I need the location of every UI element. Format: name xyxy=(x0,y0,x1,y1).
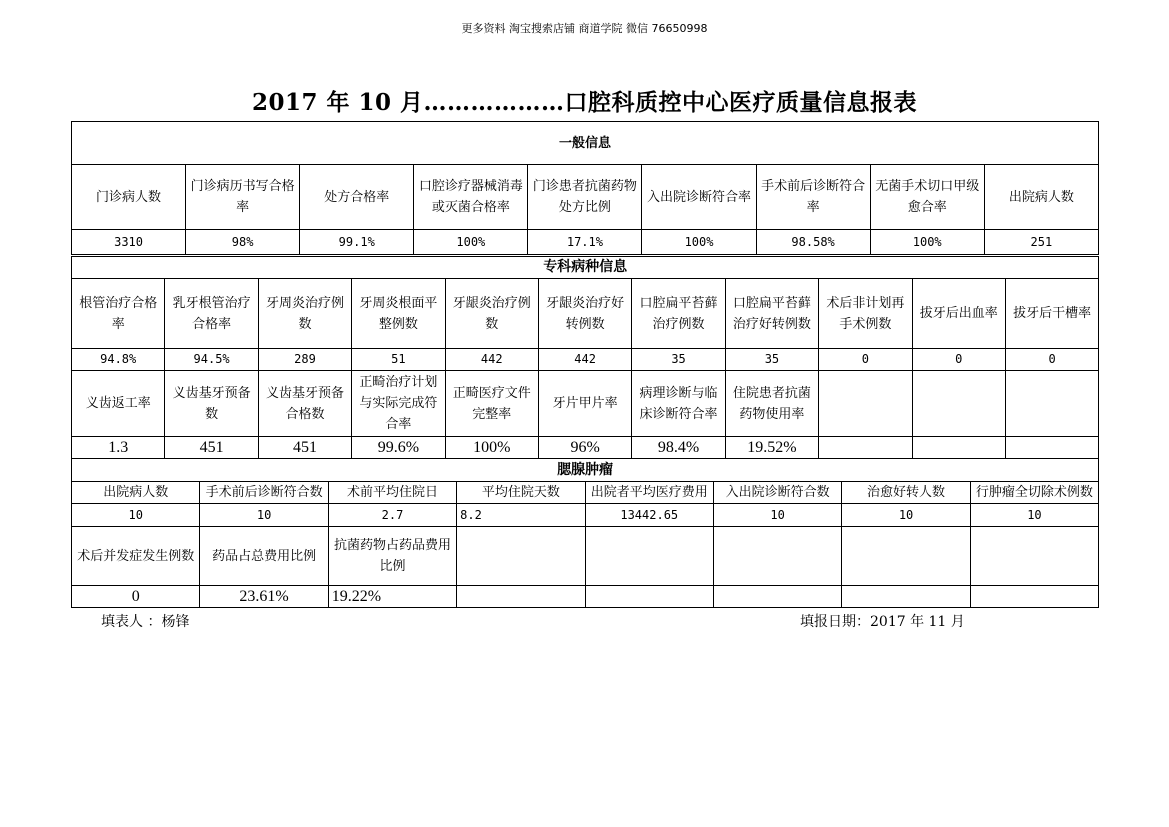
general-value-cell-8: 251 xyxy=(984,230,1098,255)
tumor-value-cell-3: 8.2 xyxy=(457,504,585,527)
general-value-row xyxy=(72,230,1099,255)
specialty-header-cell-6: 口腔扁平苔藓治疗例数 xyxy=(632,279,725,349)
general-value-cell-1: 98% xyxy=(186,230,300,255)
specialty-value-cell-5: 442 xyxy=(538,349,631,371)
tumor-value-cell-2: 2.7 xyxy=(328,504,456,527)
specialty-header-cell-2-4: 正畸医疗文件完整率 xyxy=(445,371,538,437)
tumor-value-row-2 xyxy=(72,586,1099,608)
tumor-header-cell-2: 术前平均住院日 xyxy=(328,482,456,504)
specialty-header-cell-2-9 xyxy=(912,371,1005,437)
specialty-header-cell-0: 根管治疗合格率 xyxy=(72,279,165,349)
tumor-header-row-2 xyxy=(72,527,1099,586)
tumor-value-cell-6: 10 xyxy=(842,504,970,527)
specialty-value-cell-2-4: 100% xyxy=(445,437,538,459)
specialty-value-cell-3: 51 xyxy=(352,349,445,371)
general-value-cell-5: 100% xyxy=(642,230,756,255)
tumor-value-cell-2-6 xyxy=(842,586,970,608)
tumor-header-cell-2-6 xyxy=(842,527,970,586)
specialty-table xyxy=(71,256,1099,459)
specialty-header-cell-2: 牙周炎治疗例数 xyxy=(258,279,351,349)
tumor-value-cell-4: 13442.65 xyxy=(585,504,713,527)
specialty-value-cell-2-3: 99.6% xyxy=(352,437,445,459)
tumor-header-cell-6: 治愈好转人数 xyxy=(842,482,970,504)
specialty-value-cell-10: 0 xyxy=(1005,349,1098,371)
specialty-value-row-1 xyxy=(72,349,1099,371)
general-header-cell-0: 门诊病人数 xyxy=(72,165,186,230)
specialty-value-cell-2-6: 98.4% xyxy=(632,437,725,459)
general-value-cell-4: 17.1% xyxy=(528,230,642,255)
specialty-header-row-2 xyxy=(72,371,1099,437)
tumor-table xyxy=(71,458,1099,608)
specialty-header-cell-2-6: 病理诊断与临床诊断符合率 xyxy=(632,371,725,437)
specialty-value-cell-2-10 xyxy=(1005,437,1098,459)
tumor-value-cell-7: 10 xyxy=(970,504,1098,527)
specialty-value-cell-0: 94.8% xyxy=(72,349,165,371)
general-header-row xyxy=(72,165,1099,230)
specialty-header-cell-2-10 xyxy=(1005,371,1098,437)
specialty-header-cell-8: 术后非计划再手术例数 xyxy=(819,279,912,349)
specialty-value-cell-2-0: 1.3 xyxy=(72,437,165,459)
specialty-value-cell-4: 442 xyxy=(445,349,538,371)
tumor-value-cell-0: 10 xyxy=(72,504,200,527)
tumor-header-cell-2-5 xyxy=(713,527,841,586)
tumor-header-cell-7: 行肿瘤全切除术例数 xyxy=(970,482,1098,504)
specialty-header-cell-3: 牙周炎根面平整例数 xyxy=(352,279,445,349)
specialty-header-cell-10: 拔牙后干槽率 xyxy=(1005,279,1098,349)
tumor-header-cell-2-0: 术后并发症发生例数 xyxy=(72,527,200,586)
tumor-value-cell-2-0: 0 xyxy=(72,586,200,608)
tumor-heading: 腮腺肿瘤 xyxy=(72,459,1099,482)
tumor-value-cell-2-4 xyxy=(585,586,713,608)
specialty-value-cell-2-1: 451 xyxy=(165,437,258,459)
general-info-table xyxy=(71,121,1099,255)
specialty-header-cell-2-0: 义齿返工率 xyxy=(72,371,165,437)
tumor-header-cell-2-7 xyxy=(970,527,1098,586)
general-header-cell-7: 无菌手术切口甲级愈合率 xyxy=(870,165,984,230)
header-note: 更多资料 淘宝搜索店铺 商道学院 微信 76650998 xyxy=(461,22,708,35)
tumor-value-cell-5: 10 xyxy=(713,504,841,527)
tumor-header-cell-3: 平均住院天数 xyxy=(457,482,585,504)
specialty-value-cell-2-7: 19.52% xyxy=(725,437,818,459)
specialty-value-cell-2-2: 451 xyxy=(258,437,351,459)
tumor-header-cell-2-3 xyxy=(457,527,585,586)
specialty-value-cell-2-5: 96% xyxy=(538,437,631,459)
tumor-header-row-1 xyxy=(72,482,1099,504)
specialty-header-cell-4: 牙龈炎治疗例数 xyxy=(445,279,538,349)
specialty-header-cell-2-7: 住院患者抗菌药物使用率 xyxy=(725,371,818,437)
filler-label: 填表人 ：杨锋 xyxy=(101,614,190,630)
tumor-value-cell-2-3 xyxy=(457,586,585,608)
report-date: 填报日期：2017 年 11 月 xyxy=(800,614,965,630)
specialty-header-cell-9: 拔牙后出血率 xyxy=(912,279,1005,349)
general-info-heading: 一般信息 xyxy=(72,122,1099,165)
specialty-value-row-2 xyxy=(72,437,1099,459)
tumor-value-cell-1: 10 xyxy=(200,504,328,527)
specialty-header-cell-7: 口腔扁平苔藓治疗好转例数 xyxy=(725,279,818,349)
general-header-cell-6: 手术前后诊断符合率 xyxy=(756,165,870,230)
general-header-cell-2: 处方合格率 xyxy=(300,165,414,230)
general-header-cell-8: 出院病人数 xyxy=(984,165,1098,230)
specialty-header-cell-5: 牙龈炎治疗好转例数 xyxy=(538,279,631,349)
general-value-cell-7: 100% xyxy=(870,230,984,255)
specialty-value-cell-7: 35 xyxy=(725,349,818,371)
tumor-header-cell-1: 手术前后诊断符合数 xyxy=(200,482,328,504)
tumor-header-cell-4: 出院者平均医疗费用 xyxy=(585,482,713,504)
specialty-header-cell-2-1: 义齿基牙预备数 xyxy=(165,371,258,437)
specialty-value-cell-2: 289 xyxy=(258,349,351,371)
tumor-value-cell-2-5 xyxy=(713,586,841,608)
general-header-cell-5: 入出院诊断符合率 xyxy=(642,165,756,230)
tumor-header-cell-2-1: 药品占总费用比例 xyxy=(200,527,328,586)
specialty-header-cell-2-2: 义齿基牙预备合格数 xyxy=(258,371,351,437)
specialty-header-cell-2-5: 牙片甲片率 xyxy=(538,371,631,437)
tumor-header-cell-2-2: 抗菌药物占药品费用比例 xyxy=(328,527,456,586)
specialty-header-cell-2-8 xyxy=(819,371,912,437)
general-header-cell-1: 门诊病历书写合格率 xyxy=(186,165,300,230)
general-value-cell-0: 3310 xyxy=(72,230,186,255)
tumor-value-row-1 xyxy=(72,504,1099,527)
specialty-value-cell-6: 35 xyxy=(632,349,725,371)
tumor-value-cell-2-2: 19.22% xyxy=(328,586,456,608)
specialty-heading: 专科病种信息 xyxy=(72,257,1099,279)
general-value-cell-2: 99.1% xyxy=(300,230,414,255)
specialty-header-cell-2-3: 正畸治疗计划与实际完成符合率 xyxy=(352,371,445,437)
report-title: 2017 年 10 月………………口腔科质控中心医疗质量信息报表 xyxy=(251,89,918,116)
general-header-cell-4: 门诊患者抗菌药物处方比例 xyxy=(528,165,642,230)
tumor-header-cell-0: 出院病人数 xyxy=(72,482,200,504)
specialty-header-cell-1: 乳牙根管治疗合格率 xyxy=(165,279,258,349)
general-value-cell-6: 98.58% xyxy=(756,230,870,255)
specialty-value-cell-2-9 xyxy=(912,437,1005,459)
tumor-value-cell-2-1: 23.61% xyxy=(200,586,328,608)
general-header-cell-3: 口腔诊疗器械消毒或灭菌合格率 xyxy=(414,165,528,230)
specialty-value-cell-2-8 xyxy=(819,437,912,459)
tumor-header-cell-5: 入出院诊断符合数 xyxy=(713,482,841,504)
specialty-header-row-1 xyxy=(72,279,1099,349)
tumor-value-cell-2-7 xyxy=(970,586,1098,608)
specialty-value-cell-9: 0 xyxy=(912,349,1005,371)
specialty-value-cell-1: 94.5% xyxy=(165,349,258,371)
specialty-value-cell-8: 0 xyxy=(819,349,912,371)
tumor-header-cell-2-4 xyxy=(585,527,713,586)
general-value-cell-3: 100% xyxy=(414,230,528,255)
